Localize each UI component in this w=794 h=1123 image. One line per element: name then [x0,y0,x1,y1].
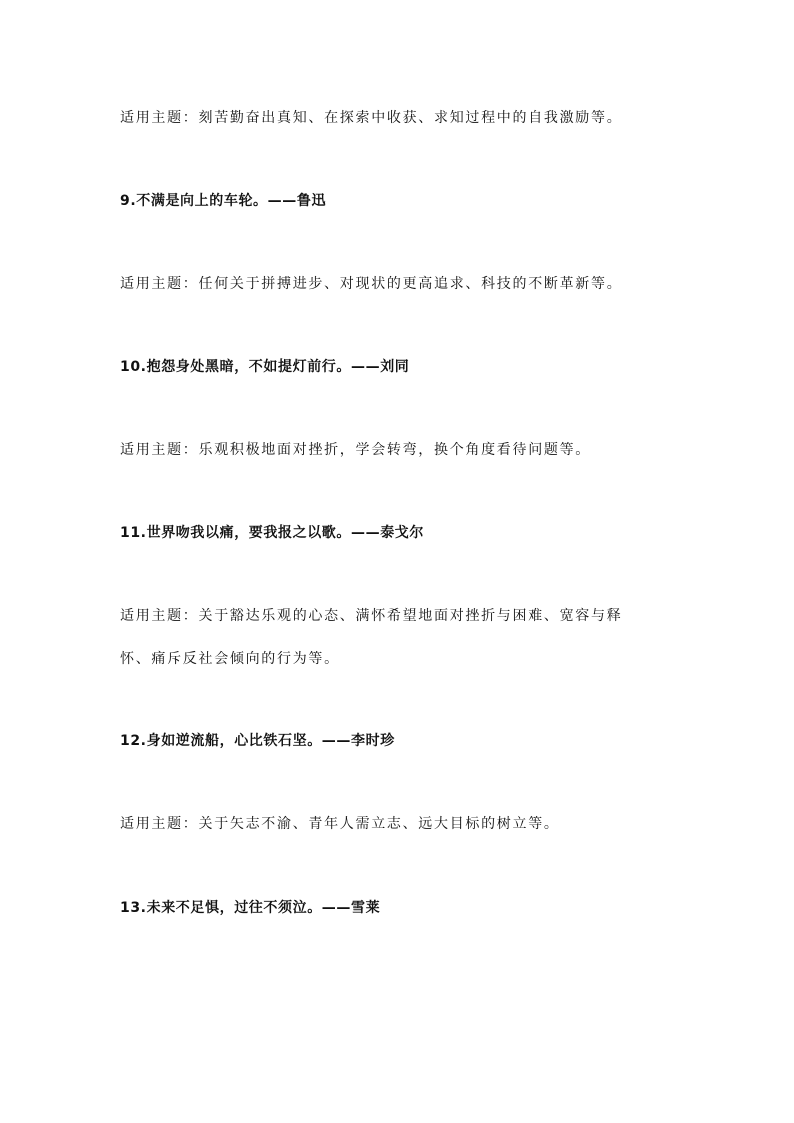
theme-line-12: 适用主题：关于矢志不渝、青年人需立志、远大目标的树立等。 [120,816,560,832]
quote-heading-13: 13.未来不足惧，过往不须泣。——雪莱 [120,900,381,916]
theme-line-8: 适用主题：刻苦勤奋出真知、在探索中收获、求知过程中的自我激励等。 [120,110,623,126]
theme-line-10: 适用主题：乐观积极地面对挫折，学会转弯，换个角度看待问题等。 [120,442,591,458]
theme-line-9: 适用主题：任何关于拼搏进步、对现状的更高追求、科技的不断革新等。 [120,276,623,292]
quote-heading-10: 10.抱怨身处黑暗，不如提灯前行。——刘同 [120,359,410,375]
quote-heading-11: 11.世界吻我以痛，要我报之以歌。——泰戈尔 [120,525,424,541]
quote-heading-12: 12.身如逆流船，心比铁石坚。——李时珍 [120,733,395,749]
quote-heading-9: 9.不满是向上的车轮。——鲁迅 [120,193,327,209]
theme-line-11b: 怀、痛斥反社会倾向的行为等。 [120,651,340,667]
theme-line-11a: 适用主题：关于豁达乐观的心态、满怀希望地面对挫折与困难、宽容与释 [120,608,623,624]
